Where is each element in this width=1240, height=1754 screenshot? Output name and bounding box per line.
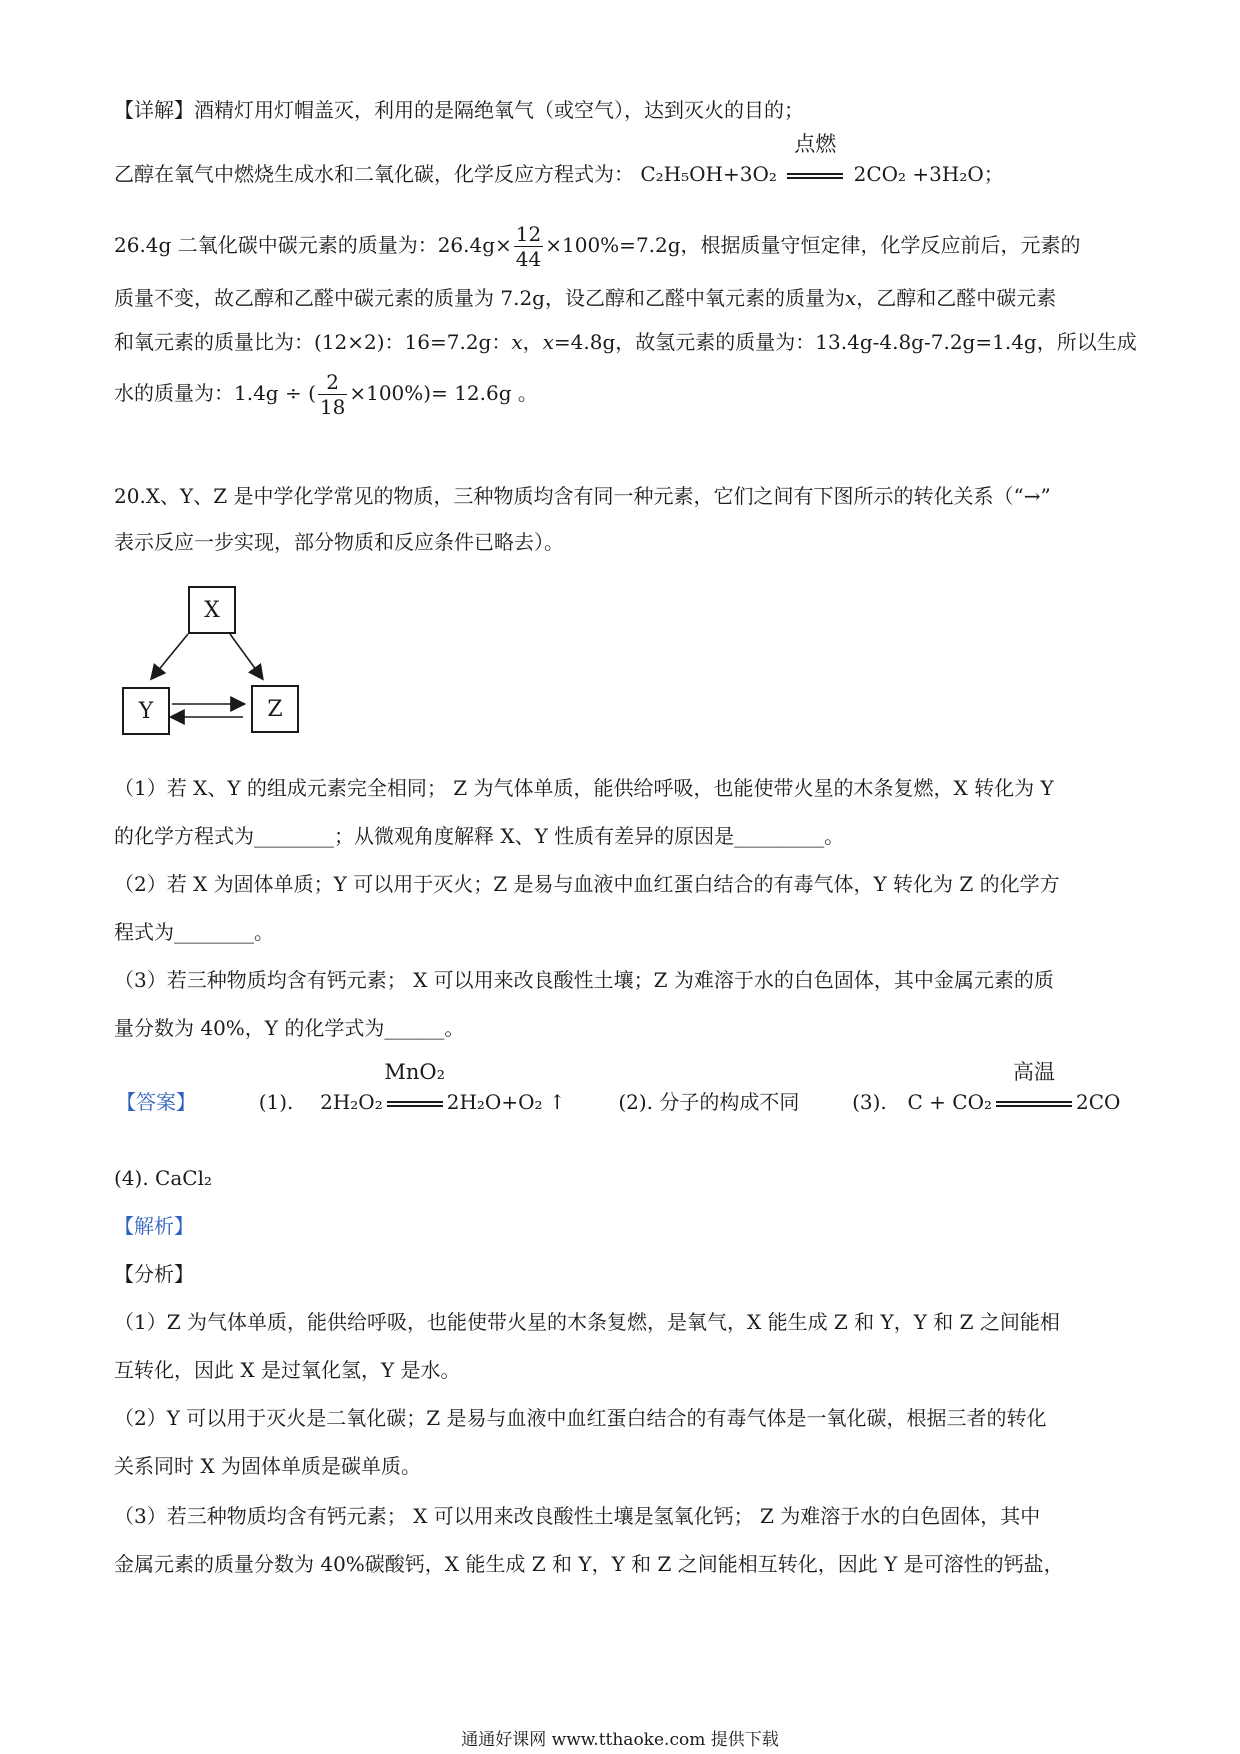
analysis-part-2a: （2）Y 可以用于灭火是二氧化碳；Z 是易与血液中血红蛋白结合的有毒气体是一氧化碳，根据三者的转化 xyxy=(114,1406,1047,1430)
arrow-x-to-z xyxy=(230,634,262,678)
question-line-1: 20.X、Y、Z 是中学化学常见的物质，三种物质均含有同一种元素，它们之间有下图所示的转化关系（“→” xyxy=(114,484,1051,508)
question-part-2b: 程式为________。 xyxy=(114,920,274,944)
node-z: Z xyxy=(251,685,299,733)
detail-text-5a: 和氧元素的质量比为：(12×2)：16=7.2g： xyxy=(114,330,512,354)
ethanol-equation-left: C₂H₅OH+3O₂ xyxy=(640,162,777,186)
detail-text-3b: ×100%=7.2g，根据质量守恒定律，化学反应前后，元素的 xyxy=(545,233,1081,257)
detail-text-1: 酒精灯用灯帽盖灭，利用的是隔绝氧气（或空气），达到灭火的目的； xyxy=(194,98,804,122)
answer-4: (4). CaCl₂ xyxy=(114,1166,212,1190)
ethanol-equation-right: 2CO₂ +3H₂O； xyxy=(853,162,1004,186)
condition-ignite: 点燃 xyxy=(794,132,837,156)
analysis-part-1a: （1）Z 为气体单质，能供给呼吸，也能使带火星的木条复燃，是氧气，X 能生成 Z 和 Y，Y 和 Z 之间能相 xyxy=(114,1310,1060,1334)
detail-label: 【详解】 xyxy=(114,98,194,122)
detail-text-2: 乙醇在氧气中燃烧生成水和二氧化碳，化学反应方程式为： xyxy=(114,162,634,186)
variable-x: x xyxy=(844,286,857,310)
fraction-numerator: 2 xyxy=(318,370,347,395)
analysis-part-3a: （3）若三种物质均含有钙元素； X 可以用来改良酸性土壤是氢氧化钙； Z 为难溶于水的白色固体，其中 xyxy=(114,1504,1041,1528)
equals-sign xyxy=(387,1101,443,1107)
condition-high-temp: 高温 xyxy=(1013,1060,1055,1084)
question-part-1b: 的化学方程式为________；从微观角度解释 X、Y 性质有差异的原因是_________。 xyxy=(114,824,845,848)
answer-line xyxy=(116,1060,1121,1114)
diagram-arrows xyxy=(0,0,400,760)
analysis-sub-label: 【分析】 xyxy=(114,1262,194,1286)
answer-1-left: 2H₂O₂ xyxy=(320,1090,383,1114)
fraction-denominator: 18 xyxy=(319,395,346,419)
detail-text-5b: =4.8g，故氢元素的质量为：13.4g-4.8g-7.2g=1.4g，所以生成 xyxy=(553,330,1137,354)
answer-3-number: (3). xyxy=(852,1090,887,1114)
answer-label: 【答案】 xyxy=(116,1090,196,1114)
condition-catalyst: MnO₂ xyxy=(384,1060,446,1084)
answer-3-left: C + CO₂ xyxy=(907,1090,992,1114)
answer-2-text: 分子的构成不同 xyxy=(659,1090,800,1114)
question-part-3a: （3）若三种物质均含有钙元素； X 可以用来改良酸性土壤；Z 为难溶于水的白色固体，其中金属元素的质 xyxy=(114,968,1054,992)
analysis-part-2b: 关系同时 X 为固体单质是碳单质。 xyxy=(114,1454,421,1478)
question-line-2: 表示反应一步实现，部分物质和反应条件已略去）。 xyxy=(114,530,564,554)
question-part-2a: （2）若 X 为固体单质；Y 可以用于灭火；Z 是易与血液中血红蛋白结合的有毒气体，Y 转化为 Z 的化学方 xyxy=(114,872,1060,896)
answer-1-right: 2H₂O+O₂ ↑ xyxy=(446,1090,566,1114)
question-part-3b: 量分数为 40%，Y 的化学式为______。 xyxy=(114,1016,465,1040)
ethanol-equation-condition xyxy=(783,132,847,186)
answer-3-right: 2CO xyxy=(1076,1090,1121,1114)
equals-sign xyxy=(996,1101,1072,1107)
detail-text-6a: 水的质量为：1.4g ÷ ( xyxy=(114,381,316,405)
detail-text-4a: 质量不变，故乙醇和乙醛中碳元素的质量为 7.2g，设乙醇和乙醛中氧元素的质量为 xyxy=(114,286,845,310)
analysis-label: 【解析】 xyxy=(114,1214,194,1238)
node-x: X xyxy=(188,586,236,634)
question-part-1a: （1）若 X、Y 的组成元素完全相同； Z 为气体单质，能供给呼吸，也能使带火星的木条复燃，X 转化为 Y xyxy=(114,776,1054,800)
detail-text-3a: 26.4g 二氧化碳中碳元素的质量为：26.4g× xyxy=(114,233,512,257)
fraction-denominator: 44 xyxy=(515,247,542,271)
answer-1-condition xyxy=(383,1060,447,1114)
analysis-part-1b: 互转化，因此 X 是过氧化氢，Y 是水。 xyxy=(114,1358,461,1382)
detail-text-4b: ，乙醇和乙醛中碳元素 xyxy=(856,286,1057,310)
answer-3-condition xyxy=(992,1060,1076,1114)
fraction-12-44 xyxy=(514,222,543,271)
variable-x: x xyxy=(542,330,554,354)
node-y: Y xyxy=(122,687,170,735)
variable-x: x xyxy=(511,330,523,354)
answer-1-number: (1). xyxy=(258,1090,294,1114)
answer-2-number: (2). xyxy=(618,1090,654,1114)
analysis-part-3b: 金属元素的质量分数为 40%碳酸钙，X 能生成 Z 和 Y，Y 和 Z 之间能相互转化，因此 Y 是可溶性的钙盐， xyxy=(114,1552,1064,1576)
detail-text-6b: ×100%)= 12.6g 。 xyxy=(349,381,538,405)
equals-sign xyxy=(787,173,843,179)
arrow-x-to-y xyxy=(152,634,188,678)
page-footer: 通通好课网 www.tthaoke.com 提供下载 xyxy=(461,1730,779,1750)
fraction-numerator: 12 xyxy=(515,222,542,246)
separator: ， xyxy=(522,330,543,354)
